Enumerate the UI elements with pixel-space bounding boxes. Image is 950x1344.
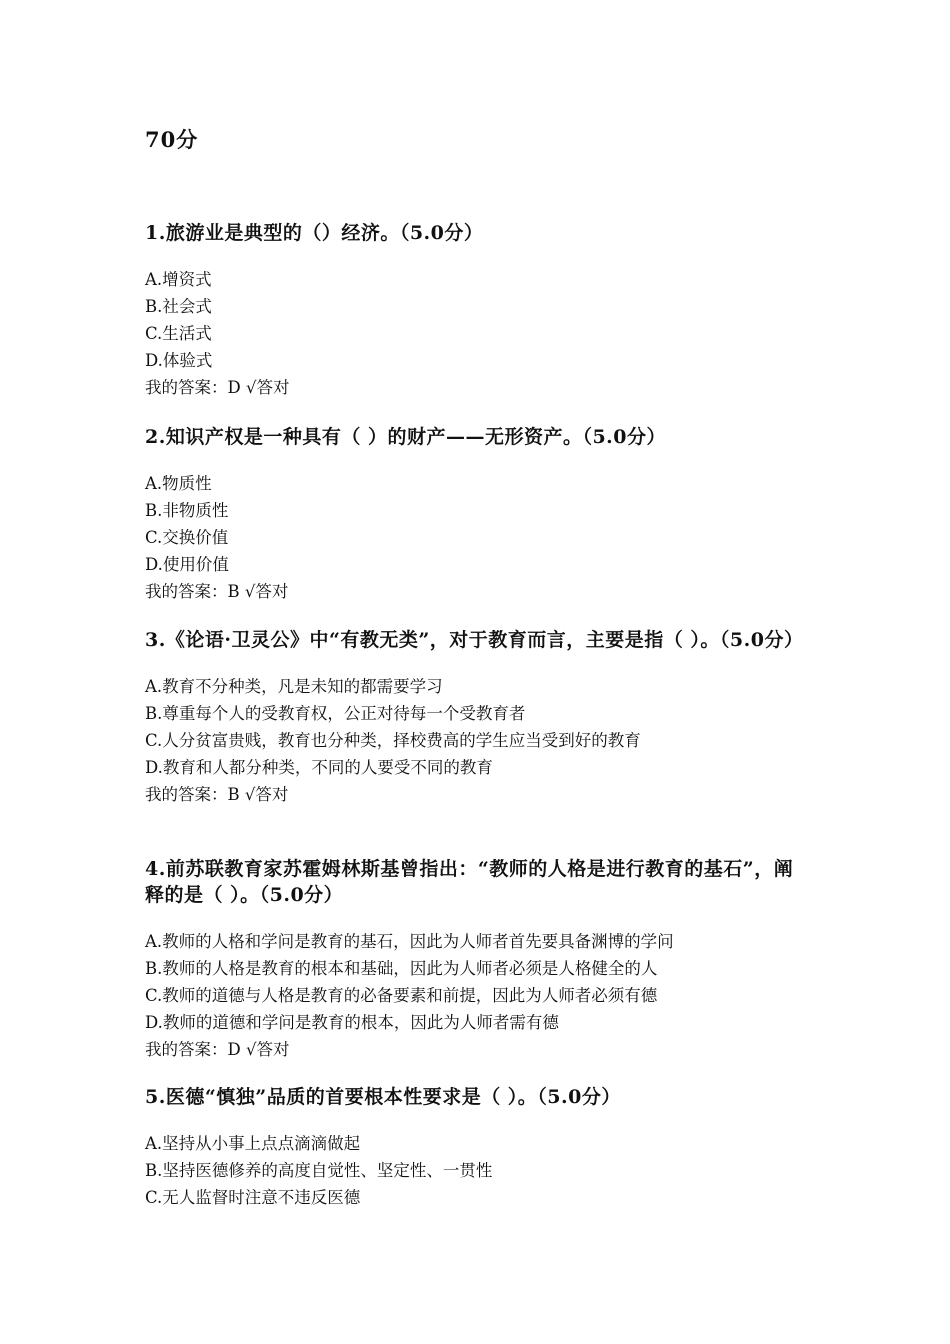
option: A.教育不分种类，凡是未知的都需要学习 [145,677,443,696]
option: B.教师的人格是教育的根本和基础，因此为人师者必须是人格健全的人 [145,959,658,978]
option: C.交换价值 [145,528,229,547]
option: B.社会式 [145,297,212,316]
question-title: 2.知识产权是一种具有（ ）的财产——无形资产。（5.0分） [145,426,667,448]
option: C.人分贫富贵贱，教育也分种类，择校费高的学生应当受到好的教育 [145,731,641,750]
question-2 [145,424,845,605]
my-answer: 我的答案：B √答对 [145,785,289,804]
my-answer: 我的答案：B √答对 [145,582,289,601]
option: C.无人监督时注意不违反医德 [145,1188,361,1207]
option: B.尊重每个人的受教育权，公正对待每一个受教育者 [145,704,526,723]
options-list [145,673,835,808]
option: D.体验式 [145,351,213,370]
option: A.增资式 [145,270,212,289]
options-list [145,470,845,605]
question-title: 1.旅游业是典型的（）经济。（5.0分） [145,222,484,244]
option: B.坚持医德修养的高度自觉性、坚定性、一贯性 [145,1161,493,1180]
option: D.教师的道德和学问是教育的根本，因此为人师者需有德 [145,1013,559,1032]
options-list [145,928,805,1063]
option: A.教师的人格和学问是教育的基石，因此为人师者首先要具备渊博的学问 [145,932,674,951]
question-title: 5.医德“慎独”品质的首要根本性要求是（ ）。（5.0分） [145,1086,621,1108]
option: D.使用价值 [145,555,229,574]
option: D.教育和人都分种类，不同的人要受不同的教育 [145,758,493,777]
options-list [145,1130,845,1211]
options-list [145,266,845,401]
total-score: 70分 [145,127,199,152]
question-title: 3.《论语·卫灵公》中“有教无类”，对于教育而言，主要是指（ ）。（5.0分） [145,629,804,651]
question-5 [145,1084,845,1211]
question-4 [145,856,805,1063]
option: C.教师的道德与人格是教育的必备要素和前提，因此为人师者必须有德 [145,986,658,1005]
question-3 [145,627,835,808]
option: B.非物质性 [145,501,229,520]
option: A.物质性 [145,474,212,493]
my-answer: 我的答案：D √答对 [145,378,290,397]
question-1 [145,220,845,401]
option: C.生活式 [145,324,212,343]
question-title: 4.前苏联教育家苏霍姆林斯基曾指出：“教师的人格是进行教育的基石”，阐释的是（ ）。（5.0分） [145,858,794,906]
my-answer: 我的答案：D √答对 [145,1040,290,1059]
option: A.坚持从小事上点点滴滴做起 [145,1134,361,1153]
